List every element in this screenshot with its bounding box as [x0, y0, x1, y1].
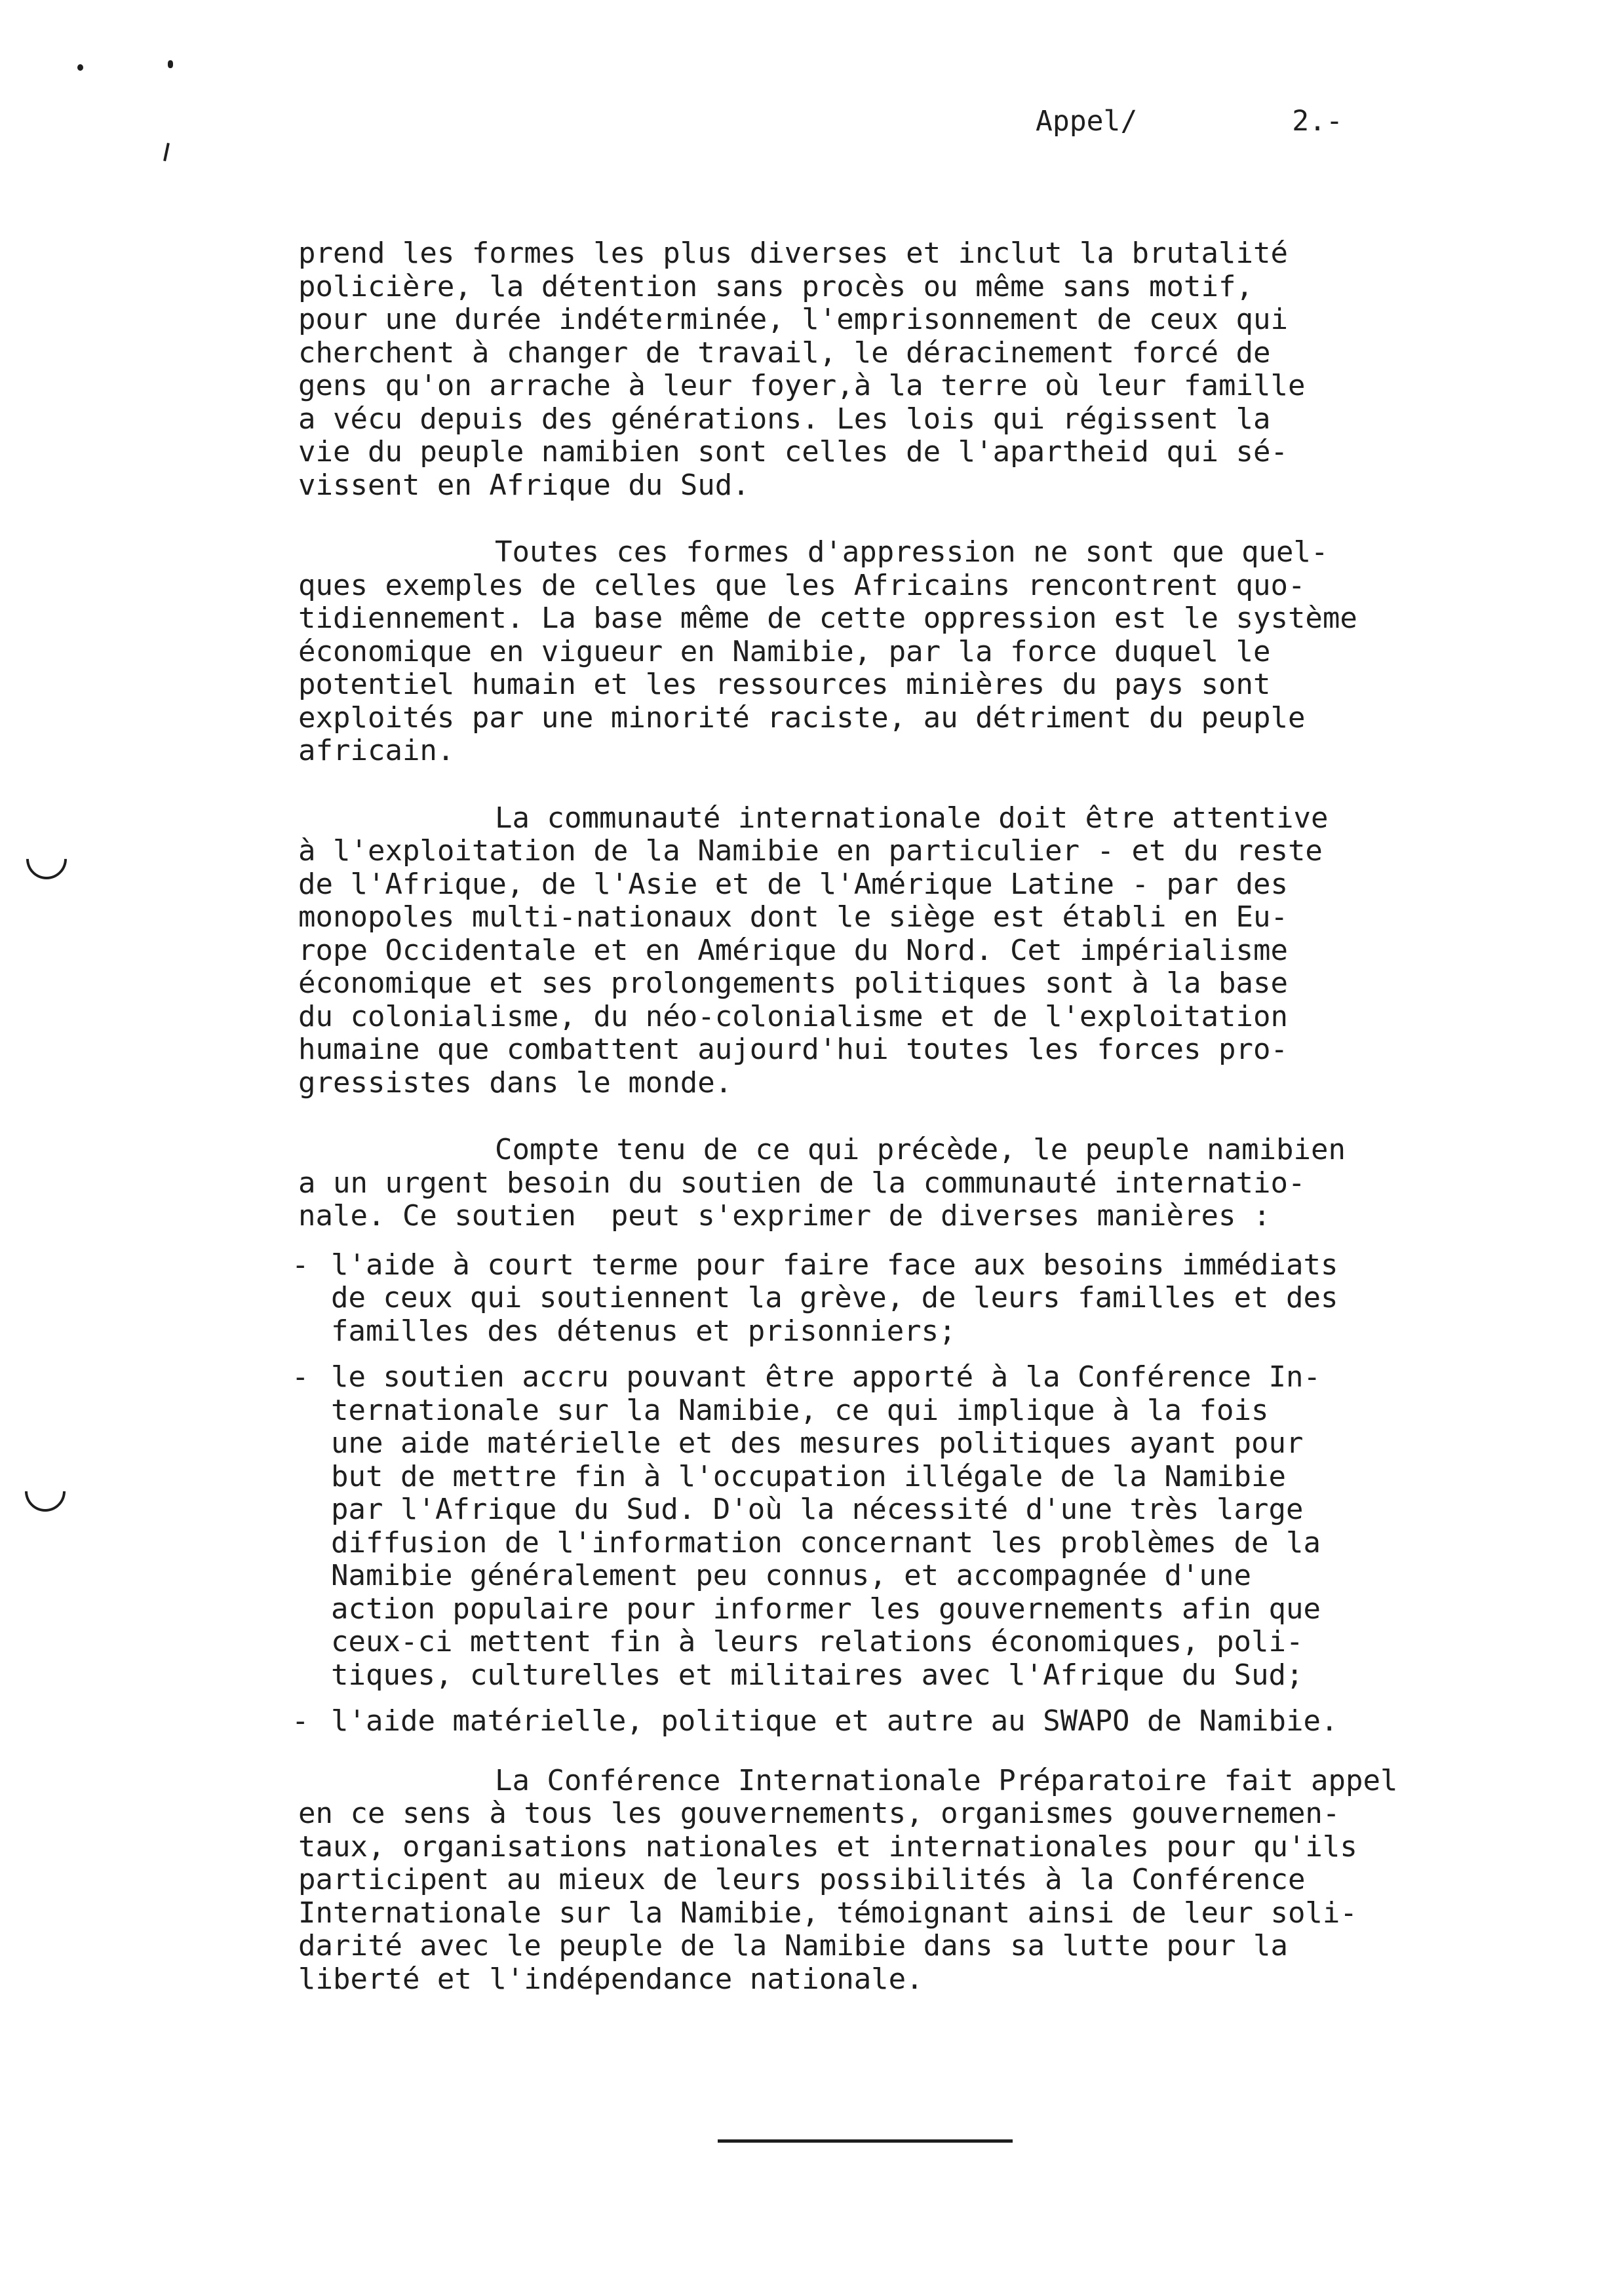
header-reference: Appel/ [1036, 105, 1138, 138]
text-line: a un urgent besoin du soutien de la communauté internatio- [298, 1166, 1306, 1200]
paragraph-1 [298, 237, 1544, 502]
document-body [292, 237, 1544, 2030]
text-line: le soutien accru pouvant être apporté à la Conférence In- [331, 1360, 1321, 1394]
text-line: policière, la détention sans procès ou même sans motif, [298, 269, 1253, 303]
text-line: Internationale sur la Namibie, témoignant ainsi de leur soli- [298, 1896, 1357, 1930]
list-item [292, 1705, 1544, 1738]
list-item [292, 1361, 1544, 1692]
text-line: gens qu'on arrache à leur foyer,à la terre où leur famille [298, 369, 1306, 402]
text-line: darité avec le peuple de la Namibie dans sa lutte pour la [298, 1929, 1288, 1962]
text-line: en ce sens à tous les gouvernements, organismes gouvernemen- [298, 1797, 1340, 1830]
text-line: l'aide à court terme pour faire face aux besoins immédiats [331, 1248, 1338, 1282]
text-line: action populaire pour informer les gouvernements afin que [331, 1592, 1321, 1626]
text-line: but de mettre fin à l'occupation illégale de la Namibie [331, 1459, 1286, 1493]
list-bullet: - [292, 1248, 309, 1282]
page-header [1036, 105, 1343, 138]
text-line: une aide matérielle et des mesures politiques ayant pour [331, 1426, 1304, 1460]
text-line: rope Occidentale et en Amérique du Nord. Cet impérialisme [298, 933, 1288, 967]
text-line: économique et ses prolongements politiques sont à la base [298, 966, 1288, 1000]
text-line: ques exemples de celles que les Africains rencontrent quo- [298, 568, 1306, 602]
paragraph-2 [298, 536, 1544, 768]
list-item [292, 1249, 1544, 1349]
text-line: familles des détenus et prisonniers; [331, 1314, 956, 1348]
text-line: potentiel humain et les ressources minières du pays sont [298, 668, 1271, 701]
text-line: économique en vigueur en Namibie, par la force duquel le [298, 634, 1271, 668]
text-line: l'aide matérielle, politique et autre au SWAPO de Namibie. [331, 1704, 1338, 1738]
text-line: participent au mieux de leurs possibilités à la Conférence [298, 1863, 1306, 1896]
closing-paragraph [298, 1765, 1544, 1997]
text-line: a vécu depuis des générations. Les lois qui régissent la [298, 402, 1271, 436]
punch-hole-mark [18, 830, 75, 888]
text-line: gressistes dans le monde. [298, 1065, 733, 1100]
text-line: cherchent à changer de travail, le déracinement forcé de [298, 335, 1271, 370]
text-line: liberté et l'indépendance nationale. [298, 1962, 924, 1996]
scan-speck [168, 60, 173, 68]
text-line: de ceux qui soutiennent la grève, de leurs familles et des [331, 1281, 1338, 1314]
page-number: 2.- [1292, 105, 1343, 138]
support-list [292, 1249, 1544, 1738]
text-line: de l'Afrique, de l'Asie et de l'Amérique Latine - par des [298, 867, 1288, 901]
paragraph-4 [298, 1134, 1544, 1233]
text-line: pour une durée indéterminée, l'emprisonnement de ceux qui [298, 303, 1288, 336]
list-bullet: - [292, 1360, 309, 1394]
scan-speck [77, 64, 83, 71]
scan-speck [163, 143, 170, 161]
text-line: vissent en Afrique du Sud. [298, 468, 750, 502]
text-line: Toutes ces formes d'appression ne sont que quel- [495, 535, 1329, 569]
text-line: La communauté internationale doit être attentive [495, 801, 1329, 835]
text-line: exploités par une minorité raciste, au détriment du peuple [298, 700, 1306, 735]
text-line: humaine que combattent aujourd'hui toutes les forces pro- [298, 1033, 1288, 1066]
text-line: diffusion de l'information concernant les problèmes de la [331, 1525, 1321, 1559]
text-line: prend les formes les plus diverses et inclut la brutalité [298, 237, 1288, 270]
text-line: monopoles multi-nationaux dont le siège est établi en Eu- [298, 900, 1288, 934]
text-line: Namibie généralement peu connus, et accompagnée d'une [331, 1559, 1251, 1592]
text-line: du colonialisme, du néo-colonialisme et de l'exploitation [298, 999, 1288, 1033]
text-line: à l'exploitation de la Namibie en particulier - et du reste [298, 834, 1323, 868]
text-line: Compte tenu de ce qui précède, le peuple namibien [495, 1133, 1346, 1166]
text-line: vie du peuple namibien sont celles de l'apartheid qui sé- [298, 435, 1288, 469]
text-line: taux, organisations nationales et internationales pour qu'ils [298, 1829, 1357, 1864]
closing-rule [718, 2139, 1013, 2143]
paragraph-3 [298, 802, 1544, 1100]
punch-hole-mark [16, 1463, 74, 1520]
text-line: ternationale sur la Namibie, ce qui implique à la fois [331, 1393, 1269, 1427]
text-line: par l'Afrique du Sud. D'où la nécessité d'une très large [331, 1493, 1304, 1526]
text-line: africain. [298, 734, 455, 767]
text-line: nale. Ce soutien peut s'exprimer de diverses manières : [298, 1199, 1271, 1233]
text-line: ceux-ci mettent fin à leurs relations économiques, poli- [331, 1625, 1304, 1658]
text-line: tiques, culturelles et militaires avec l'Afrique du Sud; [331, 1658, 1304, 1692]
list-bullet: - [292, 1704, 309, 1738]
text-line: tidiennement. La base même de cette oppression est le système [298, 602, 1357, 635]
text-line: La Conférence Internationale Préparatoire fait appel [495, 1763, 1398, 1797]
